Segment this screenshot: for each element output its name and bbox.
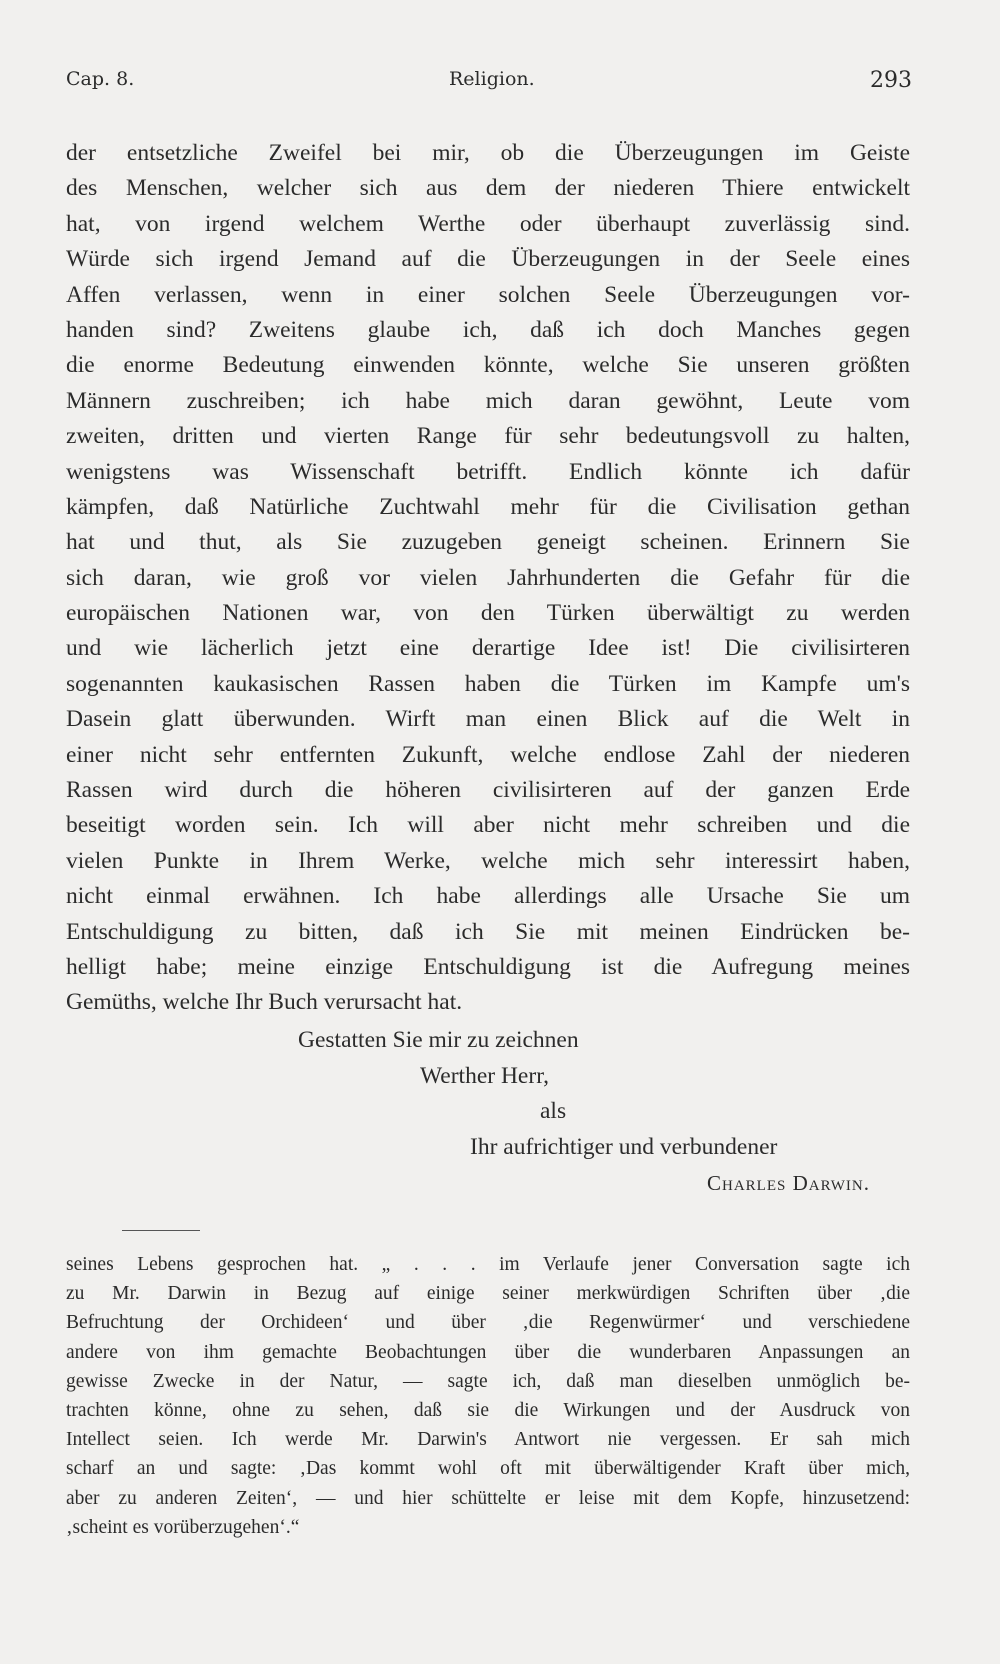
footnote	[66, 1250, 910, 1542]
text-line: helligt habe; meine einzige Entschuldigung ist die Aufregung meines	[66, 953, 910, 980]
text-line: hat und thut, als Sie zuzugeben geneigt scheinen. Erinnern Sie	[66, 529, 910, 556]
text-line: nicht einmal erwähnen. Ich habe allerdings alle Ursache Sie um	[66, 883, 910, 910]
text-line: zweiten, dritten und vierten Range für sehr bedeutungsvoll zu halten,	[66, 423, 910, 450]
closing-als: als	[540, 1098, 567, 1124]
text-line: beseitigt worden sein. Ich will aber nicht mehr schreiben und die	[66, 812, 910, 839]
text-line: einer nicht sehr entfernten Zukunft, welche endlose Zahl der niederen	[66, 741, 910, 768]
closing-salutation: Werther Herr,	[420, 1063, 549, 1089]
signature: Charles Darwin.	[707, 1171, 871, 1195]
text-line: trachten könne, ohne zu sehen, daß sie die Wirkungen und der Ausdruck von	[66, 1399, 910, 1421]
closing-line: Gestatten Sie mir zu zeichnen	[298, 1027, 579, 1053]
text-line: Würde sich irgend Jemand auf die Überzeugungen in der Seele eines	[66, 246, 910, 273]
text-line: handen sind? Zweitens glaube ich, daß ich doch Manches gegen	[66, 316, 910, 343]
chapter-label: Cap. 8.	[66, 68, 135, 90]
text-line: der entsetzliche Zweifel bei mir, ob die Überzeugungen im Geiste	[66, 140, 910, 166]
page-number: 293	[870, 68, 912, 93]
text-line: Entschuldigung zu bitten, daß ich Sie mit meinen Eindrücken be-	[66, 918, 910, 945]
text-line: vielen Punkte in Ihrem Werke, welche mich sehr interessirt haben,	[66, 847, 910, 874]
running-header	[66, 68, 912, 98]
text-line: kämpfen, daß Natürliche Zuchtwahl mehr für die Civilisation gethan	[66, 493, 910, 520]
text-line: seines Lebens gesprochen hat. „ . . . im Verlaufe jener Conversation sagte ich	[66, 1254, 910, 1275]
text-line: andere von ihm gemachte Beobachtungen über die wunderbaren Anpassungen an	[66, 1341, 910, 1363]
text-line: Befruchtung der Orchideen‘ und über ‚die Regenwürmer‘ und verschiedene	[66, 1312, 910, 1334]
text-line: Männern zuschreiben; ich habe mich daran gewöhnt, Leute vom	[66, 387, 910, 414]
text-line: zu Mr. Darwin in Bezug auf einige seiner merkwürdigen Schriften über ‚die	[66, 1283, 910, 1305]
text-line: scharf an und sagte: ‚Das kommt wohl oft mit überwältigender Kraft über mich,	[66, 1458, 910, 1480]
footnote-divider	[122, 1230, 200, 1231]
text-line: Intellect seien. Ich werde Mr. Darwin's Antwort nie vergessen. Er sah mich	[66, 1429, 910, 1451]
closing-valediction: Ihr aufrichtiger und verbundener	[470, 1134, 778, 1160]
body-text	[66, 136, 910, 1021]
text-line: sich daran, wie groß vor vielen Jahrhunderten die Gefahr für die	[66, 564, 910, 591]
text-line: Affen verlassen, wenn in einer solchen Seele Überzeugungen vor-	[66, 281, 910, 308]
text-line: aber zu anderen Zeiten‘, — und hier schüttelte er leise mit dem Kopfe, hinzusetzend:	[66, 1487, 910, 1509]
text-line: ‚scheint es vorüberzugehen‘.“	[66, 1516, 300, 1538]
text-line: Gemüths, welche Ihr Buch verursacht hat.	[66, 989, 463, 1016]
text-line: hat, von irgend welchem Werthe oder überhaupt zuverlässig sind.	[66, 210, 910, 237]
text-line: und wie lächerlich jetzt eine derartige Idee ist! Die civilisirteren	[66, 635, 910, 662]
text-line: Rassen wird durch die höheren civilisirteren auf der ganzen Erde	[66, 777, 910, 804]
text-line: sogenannten kaukasischen Rassen haben die Türken im Kampfe um's	[66, 670, 910, 697]
text-line: Dasein glatt überwunden. Wirft man einen Blick auf die Welt in	[66, 706, 910, 733]
text-line: die enorme Bedeutung einwenden könnte, welche Sie unseren größten	[66, 352, 910, 379]
running-title: Religion.	[449, 68, 535, 90]
text-line: des Menschen, welcher sich aus dem der niederen Thiere entwickelt	[66, 175, 910, 202]
text-line: gewisse Zwecke in der Natur, — sagte ich, daß man dieselben unmöglich be-	[66, 1370, 910, 1392]
text-line: europäischen Nationen war, von den Türken überwältigt zu werden	[66, 600, 910, 627]
text-line: wenigstens was Wissenschaft betrifft. Endlich könnte ich dafür	[66, 458, 910, 485]
